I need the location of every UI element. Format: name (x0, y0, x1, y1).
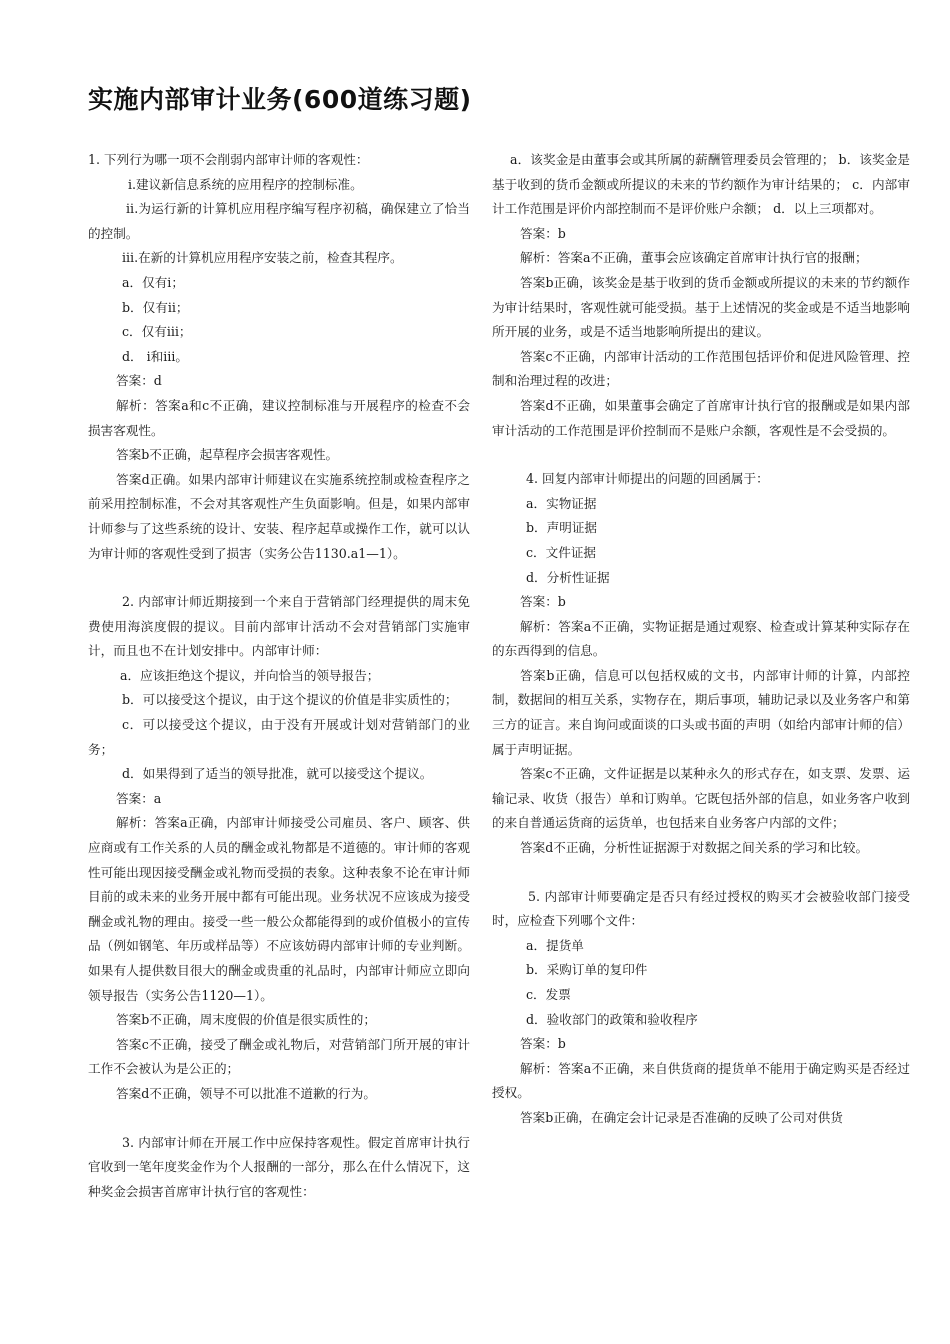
paragraph: 答案c不正确，文件证据是以某种永久的形式存在，如支票、发票、运输记录、收货（报告）单和订购单。它既包括外部的信息，如业务客户收到的来自普通运货商的运货单，也包括来自业务客户内部的文件； (492, 766, 910, 831)
paragraph-gap (88, 1107, 470, 1131)
paragraph-gap (492, 861, 910, 885)
paragraph: 解析：答案a和c不正确，建议控制标准与开展程序的检查不会损害客观性。 (88, 397, 470, 438)
document-title: 实施内部审计业务(600道练习题) (88, 85, 472, 114)
paragraph: d．验收部门的政策和验收程序 (526, 1011, 698, 1027)
paragraph: 答案b正确，该奖金是基于收到的货币金额或所提议的未来的节约额作为审计结果时，客观性就可能受损。基于上述情况的奖金或是不适当地影响所开展的业务，或是不适当地影响所提出的建议。 (492, 274, 910, 340)
left-column (88, 148, 470, 1204)
paragraph: 答案d不正确，领导不可以批准不道歉的行为。 (116, 1085, 376, 1101)
paragraph: 答案c不正确，内部审计活动的工作范围包括评价和促进风险管理、控制和治理过程的改进； (492, 348, 910, 389)
paragraph: 5. 内部审计师要确定是否只有经过授权的购买才会被验收部门接受时，应检查下列哪个文件： (492, 888, 910, 929)
paragraph: 4. 回复内部审计师提出的问题的回函属于： (526, 471, 769, 487)
paragraph: 答案b正确，信息可以包括权威的文书，内部审计师的计算，内部控制，数据间的相互关系，实物存在，期后事项，辅助记录以及业务客户和第三方的证言。来自询问或面谈的口头或书面的声明（如给内部审计师的信）属于声明证据。 (492, 667, 910, 757)
paragraph: 解析：答案a不正确，来自供货商的提货单不能用于确定购买是否经过授权。 (492, 1060, 910, 1101)
paragraph: 解析：答案a不正确，董事会应该确定首席审计执行官的报酬； (520, 250, 868, 266)
right-column (492, 148, 910, 1131)
paragraph: a．仅有ⅰ； (122, 274, 184, 290)
paragraph: 1. 下列行为哪一项不会削弱内部审计师的客观性： (88, 152, 369, 167)
paragraph: b．仅有ⅱ； (122, 299, 189, 315)
paragraph: 答案：b (520, 1036, 566, 1052)
paragraph: 答案d不正确，如果董事会确定了首席审计执行官的报酬或是如果内部审计活动的工作范围是评价控制而不是账户余额，客观性是不会受损的。 (492, 397, 910, 438)
paragraph: 答案d正确。如果内部审计师建议在实施系统控制或检查程序之前采用控制标准，不会对其客观性产生负面影响。但是，如果内部审计师参与了这些系统的设计、安装、程序起草或操作工作，就可以认为审计师的客观性受到了损害（实务公告1130.a1—1）。 (88, 471, 470, 561)
paragraph: 3. 内部审计师在开展工作中应保持客观性。假定首席审计执行官收到一笔年度奖金作为个人报酬的一部分，那么在什么情况下，这种奖金会损害首席审计执行官的客观性： (88, 1134, 470, 1199)
paragraph: 答案：a (116, 790, 162, 806)
paragraph: b．采购订单的复印件 (526, 962, 648, 978)
paragraph: 2. 内部审计师近期接到一个来自于营销部门经理提供的周末免费使用海滨度假的提议。目前内部审计活动不会对营销部门实施审计，而且也不在计划安排中。内部审计师： (88, 594, 470, 659)
paragraph: 答案b正确，在确定会计记录是否准确的反映了公司对供货 (520, 1109, 843, 1125)
paragraph: 答案：b (520, 225, 566, 241)
paragraph: 解析：答案a不正确，实物证据是通过观察、检查或计算某种实际存在的东西得到的信息。 (492, 618, 910, 659)
paragraph: b．可以接受这个提议，由于这个提议的价值是非实质性的； (122, 692, 458, 708)
paragraph: a．提货单 (526, 937, 584, 953)
paragraph: ⅲ.在新的计算机应用程序安装之前，检查其程序。 (122, 250, 403, 266)
paragraph: c．可以接受这个提议，由于没有开展或计划对营销部门的业务； (88, 717, 470, 757)
paragraph: ⅱ.为运行新的计算机应用程序编写程序初稿，确保建立了恰当的控制。 (88, 201, 470, 241)
paragraph: d．分析性证据 (526, 569, 610, 585)
paragraph: d． ⅰ和ⅲ。 (122, 348, 188, 364)
paragraph-gap (88, 566, 470, 590)
paragraph: b．声明证据 (526, 520, 598, 536)
paragraph: ⅰ.建议新信息系统的应用程序的控制标准。 (128, 176, 363, 192)
paragraph: a．应该拒绝这个提议，并向恰当的领导报告； (120, 667, 380, 683)
paragraph: 解析：答案a正确，内部审计师接受公司雇员、客户、顾客、供应商或有工作关系的人员的酬金或礼物都是不道德的。审计师的客观性可能出现因接受酬金或礼物而受损的表象。这种表象不论在审计师目前的或未来的业务开展中都有可能出现。业务状况不应该成为接受酬金或礼物的理由。接受一些一般公众都能得到的或价值极小的宣传品（例如钢笔、年历或样品等）不应该妨碍内部审计师的专业判断。如果有人提供数目很大的酬金或贵重的礼品时，内部审计师应立即向领导报告（实务公告1120—1）。 (88, 815, 470, 1003)
paragraph: 答案c不正确，接受了酬金或礼物后，对营销部门所开展的审计工作不会被认为是公正的； (88, 1036, 470, 1077)
paragraph: d．如果得到了适当的领导批准，就可以接受这个提议。 (122, 766, 433, 782)
paragraph: 答案d不正确，分析性证据源于对数据之间关系的学习和比较。 (520, 840, 869, 856)
paragraph: a．该奖金是由董事会或其所属的薪酬管理委员会管理的； b．该奖金是基于收到的货币金额或所提议的未来的节约额作为审计结果的； c．内部审计工作范围是评价内部控制而不是评价账户余额； d．以上三项都对。 (492, 152, 910, 217)
paragraph: 答案b不正确，周末度假的价值是很实质性的； (116, 1012, 376, 1028)
paragraph: 答案b不正确，起草程序会损害客观性。 (116, 447, 339, 463)
paragraph: 答案：b (520, 594, 566, 610)
paragraph: c．文件证据 (526, 544, 597, 560)
paragraph: c．仅有ⅲ； (122, 324, 192, 340)
paragraph: a．实物证据 (526, 495, 597, 511)
paragraph-gap (492, 443, 910, 467)
paragraph: c．发票 (526, 987, 571, 1002)
paragraph: 答案：d (116, 373, 162, 389)
